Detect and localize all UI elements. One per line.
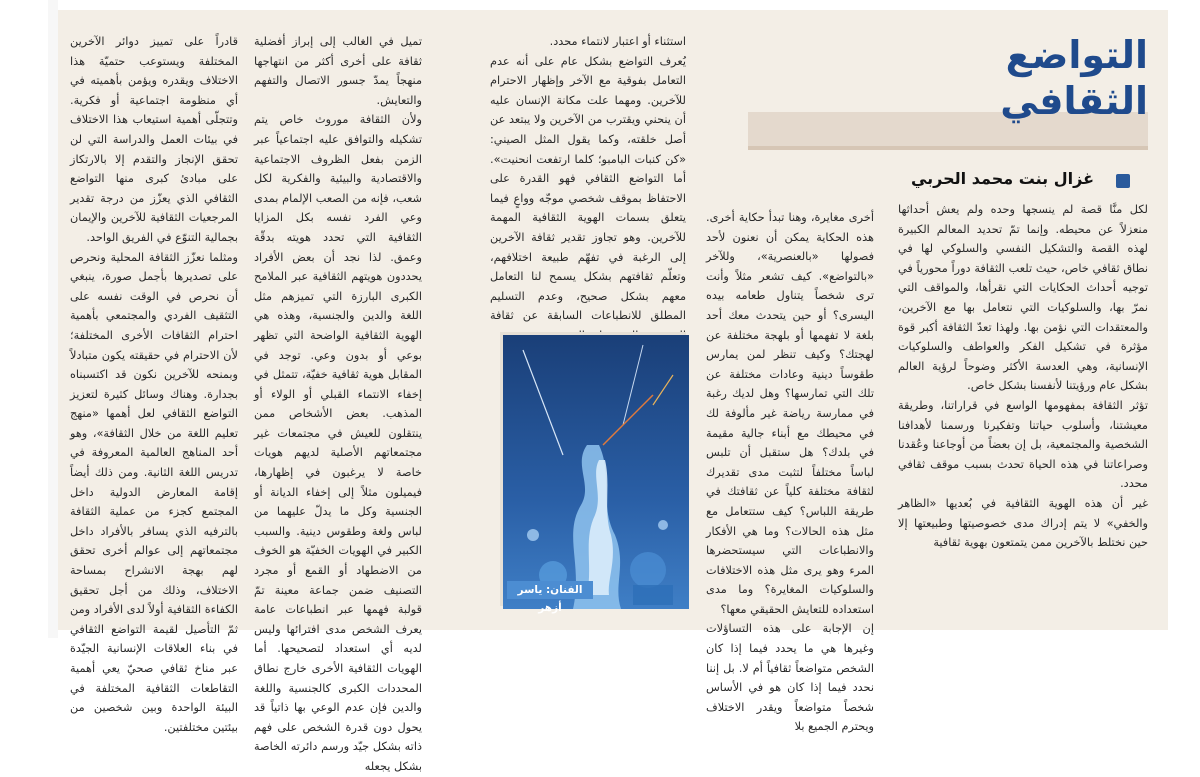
paragraph: ومثلما نعزّز الثقافة المحلية ونحرص على تصديرها بأجمل صورة، ينبغي أن نحرص في الوقت نفسه على التثقيف الفردي والمجتمعي بأهمية احترام الثقافات الأخرى المختلفة؛ لأن الاحترام في حقيقته يكون متبادلاً وبمنحه للآخرين نكون قد اكتسبناه بجدارة. وهناك وسائل كثيرة لتعزيز التواضع الثقافي لعل أهمها «منهج تعليم اللغة من خلال الثقافة»، وهو أحد المناهج العالمية المعروفة في تدريس اللغة الثانية. ومن ذلك أيضاً إقامة المعارض الدولية داخل المجتمع كجزء من عملية الثقافة بالترفيه الذي يسافر بالأفراد داخل مجتمعاتهم إلى عوالم أخرى تحقق لهم بهجة الانشراح بمساحة الاختلاف، وذلك من أجل تحقيق الكفاءة الثقافية أولاً لدى الأفراد ومن ثمّ التأصيل لقيمة التواضع الثقافي في بناء العلاقات الإنسانية الجيّدة عبر مناخ ثقافي صحيّ يعي أهمية التقاطعات الثقافية المختلفة في البيئة الواحدة وبين شخصين من بيئتين مختلفتين. <box>70 250 238 734</box>
text-column-2 <box>706 208 874 734</box>
article-author: غزال بنت محمد الحربي <box>910 169 1094 188</box>
paragraph: إن الإجابة على هذه التساؤلات وغيرها هي ما يحدد فيما إذا كان الشخص متواضعاً ثقافياً أم لا. بل إننا نحدد فيما إذا كان هو في الأساس شخصاً متواضعاً ويقدر الاختلاف ويحترم الجميع بلا <box>706 622 874 734</box>
title-banner-rule <box>748 146 1148 150</box>
paragraph: استثناء أو اعتبار لانتماء محدد. <box>549 35 686 48</box>
paragraph: أخرى مغايرة، وهنا تبدأ حكاية أخرى. هذه الحكاية يمكن أن نعنون لأحد فصولها «بالعنصرية»، وللآخر «بالتواضع». كيف تشعر مثلاً وأنت ترى شخصاً يتناول طعامه بيده اليسرى؟ أو حين يتحدث معك أحد بلغة لا تفهمها أو بلهجة مختلفة عن لهجتك؟ وكيف تنظر لمن يمارس طقوساً دينية وعادات مختلفة عن تلك التي تمارسها؟ وهل لديك رغبة في ممارسة رياضة غير مألوفة لك في محيطك مع أبناء جالية مقيمة في بلدك؟ هل ستقبل أن تلبس لباساً مختلفاً لتثبت مدى تقديرك لثقافة مختلفة كلياً عن ثقافتك في طريقة اللباس؟ كيف ستتعامل مع مثل هذه الحالات؟ وما هي الأفكار والانطباعات التي سيستحضرها المرء وهو يرى مثل هذه الاختلافات والسلوكيات المغايرة؟ وما مدى استعداده للتعايش الحقيقي معها؟ <box>706 211 874 616</box>
text-column-1 <box>898 200 1148 620</box>
paragraph: لكل منَّا قصة لم ينسجها وحده ولم يعش أحداثها منعزلاً عن محيطه. وإنما تمّ تحديد المعالم الكبيرة لهذه القصة والتشكيل النفسي والسلوكي لها في نطاق ثقافي خاص، حيث تلعب الثقافة دوراً محورياً في توجيه أحداث الحكايات التي نقرأها، والمواقف التي نمرّ بها، والسلوكيات التي نتعامل بها مع الآخرين، والمعتقدات التي نؤمن بها. ولهذا تعدّ الثقافة أكبر قوة مؤثرة في تشكيل الفكر والعواطف والسلوكيات الإنسانية، وهي العدسة الأكثر وضوحاً لرؤية العالم بشكل عام ورؤيتنا لأنفسنا بشكل خاص. <box>898 203 1148 393</box>
author-marker-icon <box>1116 174 1130 188</box>
paragraph: غير أن هذه الهوية الثقافية في بُعديها «الظاهر والخفي» لا يتم إدراك مدى خصوصيتها وطبيعتها إلا حين نختلط بالآخرين ممن يتمتعون بهوية ثقافية <box>898 496 1148 550</box>
newspaper-page <box>58 10 1168 773</box>
page-gutter <box>48 0 58 638</box>
paragraph: تميل في الغالب إلى إبراز أفضلية ثقافة على أخرى أكثر من انتهاجها منهجاً يمدّ جسور الاتصال والتفهم والتعايش. <box>254 35 422 107</box>
paragraph: قادراً على تمييز دوائر الآخرين المختلفة ويستوعب حتميّة هذا الاختلاف ويقدره ويؤمن بأهميته في أي منظومة اجتماعية أو فكرية. وتتجلّى أهمية استيعاب هذا الاختلاف في بيئات العمل والدراسة التي لن تحقق الإنجاز والتقدم إلا بالارتكاز على مبادئ كبرى منها التواضع الثقافي الذي يعزّز من درجة تقدير المرجعيات الثقافية للآخرين والإيمان بجمالية التنوّع في الفريق الواحد. <box>70 35 238 244</box>
paragraph: تؤثر الثقافة بمفهومها الواسع في قراراتنا، وطريقة معيشتنا، وأسلوب حياتنا وتفكيرنا ورسمنا لأهدافنا الشخصية والمجتمعية، بل إن بعضاً من أوجاعنا وعُقدنا وصراعاتنا في هذه الحياة تحدث بسبب موقف ثقافي محدد. <box>898 398 1148 491</box>
article-title: التواضع الثقافي <box>1000 33 1148 123</box>
abstract-painting-icon <box>503 335 689 609</box>
paragraph: يُعرف التواضع بشكل عام على أنه عدم التعامل بفوقية مع الآخر وإظهار الاحترام للآخرين. ومهما علت مكانة الإنسان عليه أن ينحني ويقترب من الآخرين ولا يبتعد عن أصل خلقته، وكما يقول المثل الصيني: «كن كنبات البامبو؛ كلما ارتفعت انحنيت». أما التواضع الثقافي فهو القدرة على الاحتفاظ بموقف شخصي موجّه وواعٍ فيما يتعلق بسمات الهوية الثقافية المهمة للآخرين. وهو تجاوز تقدير ثقافة الآخرين إلى الرغبة في تفهّم طبيعة اختلافهم، وتعلّم ثقافتهم بشكل يسمح لنا التعامل معهم بشكل صحيح، وعدم التسليم المطلق للانطباعات السابقة عن ثقافة <box>490 54 686 323</box>
text-column-4 <box>254 32 422 773</box>
artwork-caption: الفنان: ياسر أزهر <box>507 581 593 599</box>
text-column-3 <box>490 32 686 328</box>
text-column-5 <box>70 32 238 734</box>
paragraph: ولأن الثقافة موروث خاص يتم تشكيله والتوافق عليه اجتماعياً عبر الزمن بفعل الظروف الاجتماعية والاقتصادية والبيئية والفكرية لكل شعب، فإنه من الصعب الإلمام بمدى وعي الفرد نفسه بكل المزايا الثقافية التي تحدد هويته بدقّة وعمق. لذا نجد أن بعض الأفراد يحددون هويتهم الثقافية عبر الملامح الكبرى البارزة التي تميزهم مثل اللغة والدين والجنسية، وهذه هي الهوية الثقافية الواضحة التي تظهر بوعي أو بدون وعي. توجد في المقابل هوية ثقافية خفيّة، تتمثل في إخفاء الانتماء القبلي أو الولاء أو المذهب. بعض الأشخاص ممن ينتقلون للعيش في مجتمعات غير مجتمعاتهم الأصلية لديهم هويات خاصة لا يرغبون في إظهارها، فيميلون مثلاً إلى إخفاء الديانة أو الجنسية وكل ما يدلّ عليهما من لباس ولغة وطقوس دينية. والسبب الكبير في الهويات الخفيّة هو الخوف من الاضطهاد أو القمع أو مجرد التصنيف ضمن جماعة معينة تمّ قولبة فهمها عبر انطباعات عامة يعرف الشخص مدى افترائها وليس لديه أي استعداد لتصحيحها. أما الهويات الثقافية الأخرى خارج نطاق المحددات الكبرى كالجنسية واللغة والدين فإن عدم الوعي بها ذاتياً قد يحول دون قدرة الشخص على فهم ذاته بشكل جيّد ورسم دائرته الخاصة بشكل يجعله <box>254 113 422 773</box>
artwork-painting <box>500 332 686 614</box>
